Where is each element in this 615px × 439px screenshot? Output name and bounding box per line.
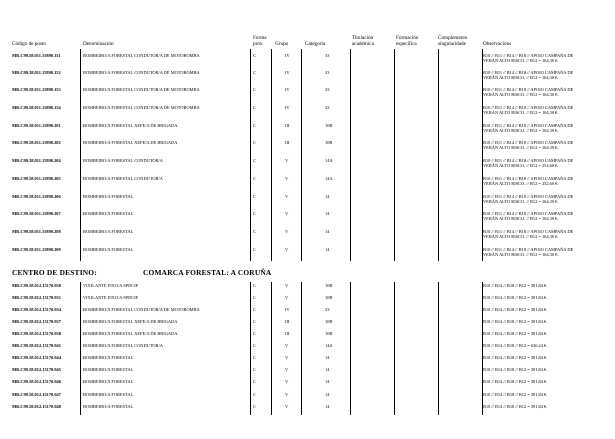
observations-line-2: VERÁN ALTO RISCO. // B12 = 164,30 €.: [483, 92, 559, 97]
denomination: BOMBEIRO/A FORESTAL CONDUTOR/A DE MOTOBOMBA: [83, 87, 200, 92]
forma-prov: C: [253, 176, 256, 181]
post-code: MR.C99.58.012.15170.037: [12, 319, 61, 324]
categoria: 14: [325, 247, 330, 252]
denomination: BOMBEIRO/A FORESTAL CONDUTOR/A DE MOTOBOMBA: [83, 307, 200, 312]
categoria: 14: [325, 404, 330, 409]
observations-line-2: VERÁN ALTO RISCO. // B12 = 164,30 €.: [483, 199, 559, 204]
grupo: IV: [285, 87, 290, 92]
forma-prov: C: [253, 140, 256, 145]
forma-prov: C: [253, 295, 256, 300]
observations: B10 // B14 // B18 // B12 = 391,84 €.: [483, 404, 548, 409]
post-code: MR.C99.58.012.15170.034: [12, 307, 61, 312]
centro-destino-label: CENTRO DE DESTINO:: [12, 268, 97, 277]
observations-line-1: B10 // B11 // B14 // B18 // APOIO CAMPAÑA DE: [483, 194, 574, 199]
grupo: V: [285, 343, 289, 348]
header-categoria: Categoría: [305, 41, 326, 47]
table-row: [12, 141, 612, 149]
grupo: IV: [285, 53, 290, 58]
table-row: [12, 356, 612, 364]
forma-prov: C: [253, 343, 256, 348]
header-denominacion: Denominación: [83, 41, 114, 47]
observations-line-2: VERÁN ALTO RISCO. // B12 = 164,30 €.: [483, 58, 559, 63]
denomination: BOMBEIRO/A FORESTAL: [83, 367, 134, 372]
grupo: IV: [285, 307, 290, 312]
forma-prov: C: [253, 319, 256, 324]
header-formacion: Formación específica: [396, 35, 419, 47]
categoria: 10B: [325, 331, 333, 336]
categoria: 14: [325, 355, 330, 360]
table-row: [12, 248, 612, 256]
categoria: 33: [325, 87, 330, 92]
post-code: MR.C99.58.011.15890.208: [12, 229, 61, 234]
header-forma: Forma prov.: [253, 35, 267, 47]
header-complemento: Complemento singularidade: [438, 35, 468, 47]
categoria: 14: [325, 379, 330, 384]
post-code: MR.C99.58.011.15890.154: [12, 105, 61, 110]
categoria: 14A: [325, 158, 333, 163]
observations-line-1: B10 // B11 // B14 // B18 // APOIO CAMPAÑA DE: [483, 53, 574, 58]
table-row: [12, 88, 612, 96]
forma-prov: C: [253, 229, 256, 234]
denomination: BOMBEIRO/A FORESTAL: [83, 404, 134, 409]
observations: B10 // B14 // B18 // B12 = 391,84 €.: [483, 295, 548, 300]
table-row: [12, 195, 612, 203]
observations: B10 // B14 // B18 // B12 = 391,84 €.: [483, 331, 548, 336]
observations-line-1: B10 // B11 // B14 // B18 // APOIO CAMPAÑA DE: [483, 247, 574, 252]
observations-line-1: B10 // B11 // B14 // B18 // APOIO CAMPAÑA DE: [483, 176, 574, 181]
categoria: 10B: [325, 319, 333, 324]
categoria: 33: [325, 70, 330, 75]
forma-prov: C: [253, 194, 256, 199]
observations-line-1: B10 // B11 // B14 // B18 // APOIO CAMPAÑA DE: [483, 70, 574, 75]
table-row: [12, 71, 612, 79]
table-row: [12, 284, 612, 292]
categoria: 14A: [325, 343, 333, 348]
post-code: MR.C99.58.011.15890.202: [12, 140, 61, 145]
post-code: MR.C99.58.012.15170.048: [12, 404, 61, 409]
table-row: [12, 332, 612, 340]
observations-line-2: VERÁN ALTO RISCO. // B12 = 164,30 €.: [483, 75, 559, 80]
table-row: [12, 308, 612, 316]
table-row: [12, 212, 612, 220]
header-codigo: Código de posto: [12, 41, 47, 47]
post-code: MR.C99.58.011.15890.207: [12, 211, 61, 216]
denomination: BOMBEIRO/A FORESTAL XEFE/A DE BRIGADA: [83, 123, 178, 128]
forma-prov: C: [253, 404, 256, 409]
denomination: BOMBEIRO/A FORESTAL CONDUTOR/A DE MOTOBOMBA: [83, 105, 200, 110]
forma-prov: C: [253, 70, 256, 75]
denomination: BOMBEIRO/A FORESTAL: [83, 194, 134, 199]
denomination: VIXILANTE FIXO/A SPDCIF: [83, 295, 139, 300]
post-code: MR.C99.58.012.15170.038: [12, 331, 61, 336]
grupo: V: [285, 247, 289, 252]
table-row: [12, 393, 612, 401]
post-code: MR.C99.58.012.15170.044: [12, 355, 61, 360]
forma-prov: C: [253, 367, 256, 372]
forma-prov: C: [253, 379, 256, 384]
forma-prov: C: [253, 158, 256, 163]
observations-line-1: B10 // B11 // B14 // B18 // APOIO CAMPAÑA DE: [483, 158, 574, 163]
denomination: BOMBEIRO/A FORESTAL: [83, 355, 134, 360]
denomination: BOMBEIRO/A FORESTAL: [83, 379, 134, 384]
table-row: [12, 344, 612, 352]
categoria: 10B: [325, 123, 333, 128]
post-code: MR.C99.58.011.15890.206: [12, 194, 61, 199]
post-code: MR.C99.58.012.15170.041: [12, 343, 61, 348]
categoria: 14: [325, 392, 330, 397]
observations-line-2: VERÁN ALTO RISCO. // B12 = 164,30 €.: [483, 145, 559, 150]
forma-prov: C: [253, 105, 256, 110]
observations: B10 // B14 // B18 // B12 = 391,84 €.: [483, 392, 548, 397]
grupo: III: [285, 140, 290, 145]
observations: B10 // B14 // B18 // B12 = 391,84 €.: [483, 319, 548, 324]
table-row: [12, 320, 612, 328]
categoria: 10B: [325, 283, 333, 288]
forma-prov: C: [253, 123, 256, 128]
post-code: MR.C99.58.012.15170.046: [12, 379, 61, 384]
grupo: V: [285, 355, 289, 360]
denomination: BOMBEIRO/A FORESTAL XEFE/A DE BRIGADA: [83, 331, 178, 336]
grupo: III: [285, 123, 290, 128]
grupo: V: [285, 379, 289, 384]
table-row: [12, 405, 612, 413]
header-observaciones: Observacións: [483, 41, 512, 47]
observations-line-1: B10 // B11 // B14 // B18 // APOIO CAMPAÑA DE: [483, 229, 574, 234]
header-grupo: Grupo: [275, 41, 289, 47]
categoria: 33: [325, 53, 330, 58]
table-row: [12, 106, 612, 114]
observations-line-1: B10 // B11 // B14 // B18 // APOIO CAMPAÑA DE: [483, 123, 574, 128]
forma-prov: C: [253, 392, 256, 397]
grupo: V: [285, 158, 289, 163]
observations-line-1: B10 // B11 // B14 // B18 // APOIO CAMPAÑA DE: [483, 140, 574, 145]
table-row: [12, 159, 612, 167]
table-header: [12, 36, 608, 48]
post-code: MR.C99.58.011.15890.152: [12, 70, 61, 75]
denomination: BOMBEIRO/A FORESTAL CONDUTOR/A DE MOTOBOMBA: [83, 53, 200, 58]
grupo: V: [285, 367, 289, 372]
denomination: BOMBEIRO/A FORESTAL: [83, 229, 134, 234]
observations-line-1: B10 // B11 // B14 // B18 // APOIO CAMPAÑA DE: [483, 87, 574, 92]
forma-prov: C: [253, 53, 256, 58]
forma-prov: C: [253, 355, 256, 360]
observations-line-2: VERÁN ALTO RISCO. // B12 = 164,30 €.: [483, 252, 559, 257]
post-code: MR.C99.58.012.15170.031: [12, 295, 61, 300]
denomination: BOMBEIRO/A FORESTAL CONDUTOR/A DE MOTOBOMBA: [83, 70, 200, 75]
table-row: [12, 380, 612, 388]
denomination: BOMBEIRO/A FORESTAL: [83, 392, 134, 397]
table-row: [12, 54, 612, 62]
grupo: V: [285, 176, 289, 181]
denomination: BOMBEIRO/A FORESTAL: [83, 211, 134, 216]
grupo: V: [285, 229, 289, 234]
observations-line-2: VERÁN ALTO RISCO. // B12 = 252,60 €.: [483, 163, 559, 168]
post-code: MR.C99.58.011.15890.209: [12, 247, 61, 252]
grupo: V: [285, 211, 289, 216]
table-row: [12, 296, 612, 304]
denomination: BOMBEIRO/A FORESTAL: [83, 247, 134, 252]
observations-line-1: B10 // B11 // B14 // B18 // APOIO CAMPAÑA DE: [483, 105, 574, 110]
grupo: V: [285, 404, 289, 409]
grupo: IV: [285, 70, 290, 75]
denomination: BOMBEIRO/A FORESTAL CONDUTOR/A: [83, 158, 163, 163]
categoria: 10B: [325, 295, 333, 300]
categoria: 14A: [325, 176, 333, 181]
forma-prov: C: [253, 331, 256, 336]
grupo: V: [285, 392, 289, 397]
centro-destino-heading: [12, 268, 272, 277]
grupo: V: [285, 194, 289, 199]
forma-prov: C: [253, 211, 256, 216]
forma-prov: C: [253, 87, 256, 92]
post-code: MR.C99.58.011.15890.205: [12, 176, 61, 181]
denomination: VIXILANTE FIXO/A SPDCIF: [83, 283, 139, 288]
post-code: MR.C99.58.011.15890.153: [12, 87, 61, 92]
header-titulacion: Titulación académica: [352, 35, 374, 47]
observations: B10 // B14 // B18 // B12 = 391,84 €.: [483, 307, 548, 312]
grupo: V: [285, 283, 289, 288]
observations-line-2: VERÁN ALTO RISCO. // B12 = 252,60 €.: [483, 181, 559, 186]
observations: B10 // B14 // B18 // B12 = 636,24 €.: [483, 343, 548, 348]
post-code: MR.C99.58.011.15890.204: [12, 158, 61, 163]
forma-prov: C: [253, 283, 256, 288]
grupo: III: [285, 319, 290, 324]
observations: B10 // B14 // B18 // B12 = 391,84 €.: [483, 367, 548, 372]
table-row: [12, 124, 612, 132]
categoria: 10B: [325, 140, 333, 145]
post-code: MR.C99.58.011.15890.151: [12, 53, 61, 58]
categoria: 33: [325, 105, 330, 110]
categoria: 14: [325, 229, 330, 234]
denomination: BOMBEIRO/A FORESTAL CONDUTOR/A: [83, 176, 163, 181]
observations: B10 // B14 // B18 // B12 = 391,84 €.: [483, 283, 548, 288]
categoria: 14: [325, 367, 330, 372]
observations-line-2: VERÁN ALTO RISCO. // B12 = 164,30 €.: [483, 128, 559, 133]
post-code: MR.C99.58.012.15170.030: [12, 283, 61, 288]
table-row: [12, 177, 612, 185]
observations: B10 // B14 // B18 // B12 = 391,84 €.: [483, 379, 548, 384]
table-row: [12, 368, 612, 376]
forma-prov: C: [253, 247, 256, 252]
observations-line-2: VERÁN ALTO RISCO. // B12 = 164,30 €.: [483, 234, 559, 239]
table-row: [12, 230, 612, 238]
denomination: BOMBEIRO/A FORESTAL XEFE/A DE BRIGADA: [83, 140, 178, 145]
post-code: MR.C99.58.011.15890.201: [12, 123, 61, 128]
observations: B10 // B14 // B18 // B12 = 391,84 €.: [483, 355, 548, 360]
categoria: 33: [325, 307, 330, 312]
forma-prov: C: [253, 307, 256, 312]
observations-line-1: B10 // B11 // B14 // B18 // APOIO CAMPAÑA DE: [483, 211, 574, 216]
categoria: 14: [325, 211, 330, 216]
grupo: IV: [285, 105, 290, 110]
observations-line-2: VERÁN ALTO RISCO. // B12 = 164,30 €.: [483, 110, 559, 115]
denomination: BOMBEIRO/A FORESTAL XEFE/A DE BRIGADA: [83, 319, 178, 324]
grupo: V: [285, 295, 289, 300]
categoria: 14: [325, 194, 330, 199]
post-code: MR.C99.58.012.15170.047: [12, 392, 61, 397]
centro-destino-value: COMARCA FORESTAL: A CORUÑA: [143, 268, 272, 277]
observations-line-2: VERÁN ALTO RISCO. // B12 = 164,30 €.: [483, 216, 559, 221]
denomination: BOMBEIRO/A FORESTAL CONDUTOR/A: [83, 343, 163, 348]
grupo: III: [285, 331, 290, 336]
post-code: MR.C99.58.012.15170.045: [12, 367, 61, 372]
